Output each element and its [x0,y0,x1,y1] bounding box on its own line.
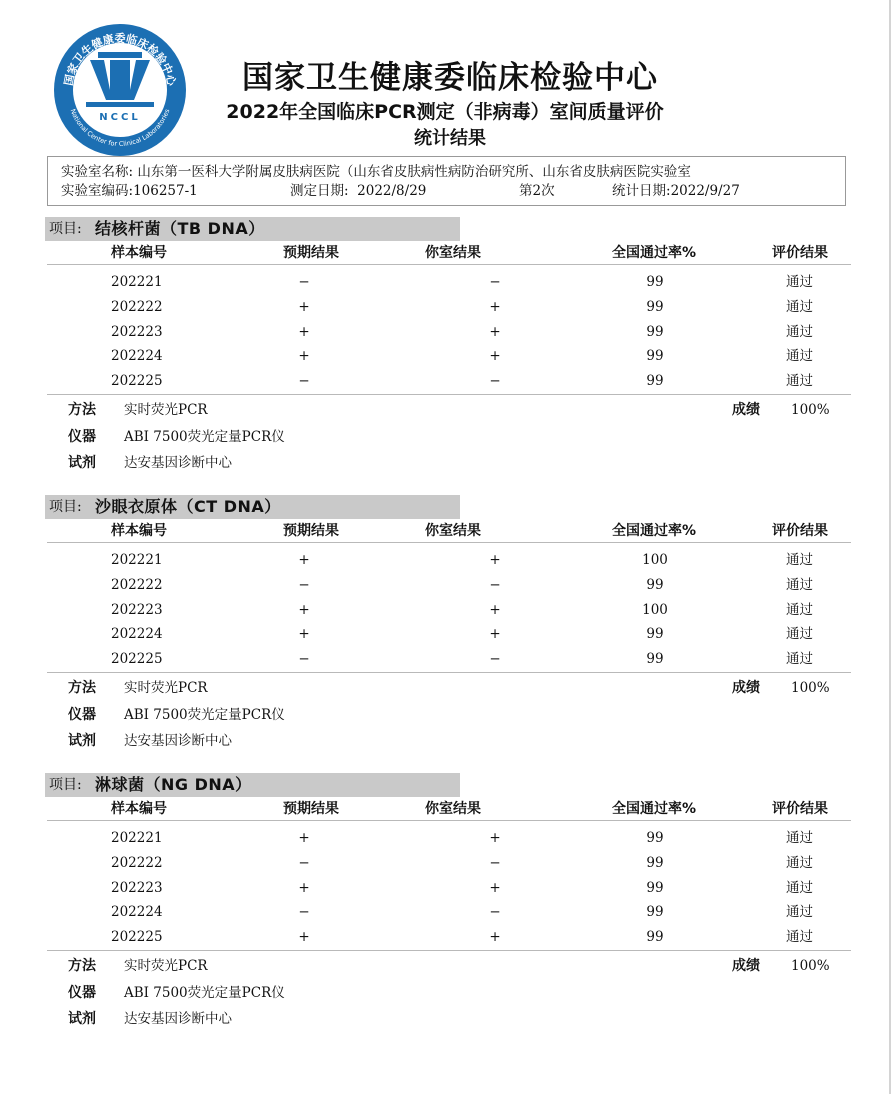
report-title: 统计结果 [414,128,486,149]
table-cell-yours: + [489,552,501,568]
score-label: 成绩 [732,680,760,696]
table-cell-expected: − [298,904,310,921]
column-header: 样本编号 [111,245,167,261]
table-bottom-divider [47,950,851,951]
score-value: 100% [791,958,830,974]
table-cell-expected: − [298,854,310,871]
table-cell-id: 202223 [111,601,163,618]
column-header: 你室结果 [425,801,481,817]
reagent-value: 达安基因诊断中心 [124,1011,232,1027]
table-cell-expected: + [298,348,310,365]
test-date-value: 2022/8/29 [357,183,427,199]
lab-name-value: 山东第一医科大学附属皮肤病医院（山东省皮肤病性病防治研究所、山东省皮肤病医院实验室 [137,164,691,180]
table-cell-yours: − [489,651,501,668]
instrument-label: 仪器 [68,985,96,1001]
reagent-value: 达安基因诊断中心 [124,455,232,471]
table-cell-eval: 通过 [786,576,813,593]
score-label: 成绩 [732,958,760,974]
project-name: 淋球菌（NG DNA） [95,775,252,794]
column-header: 评价结果 [772,523,828,539]
reagent-label: 试剂 [68,733,96,749]
org-title: 国家卫生健康委临床检验中心 [242,60,658,96]
lab-code-value: 106257-1 [133,183,198,199]
column-header: 样本编号 [111,801,167,817]
table-cell-expected: + [298,552,310,568]
test-date-label: 测定日期: [290,183,349,199]
column-header: 全国通过率% [612,801,697,817]
project-name: 沙眼衣原体（CT DNA） [95,497,281,516]
table-cell-expected: + [298,830,310,846]
lab-name-label: 实验室名称: [61,164,134,180]
logo-arc-cn: 国家卫生健康委临床检验中心 [62,32,178,87]
table-bottom-divider [47,394,851,395]
table-cell-eval: 通过 [786,552,813,568]
table-cell-expected: + [298,626,310,643]
table-cell-id: 202224 [111,626,163,643]
table-cell-id: 202225 [111,651,163,668]
project-prefix: 项目: [49,221,82,237]
instrument-value: ABI 7500荧光定量PCR仪 [124,707,285,723]
table-cell-eval: 通过 [786,348,813,365]
table-cell-rate: 99 [646,348,664,365]
table-cell-rate: 99 [646,879,664,896]
table-cell-yours: + [489,830,501,846]
table-cell-yours: + [489,323,501,340]
score-label: 成绩 [732,402,760,418]
table-cell-eval: 通过 [786,879,813,896]
instrument-label: 仪器 [68,429,96,445]
column-header: 评价结果 [772,245,828,261]
table-header-divider [47,820,851,821]
instrument-value: ABI 7500荧光定量PCR仪 [124,985,285,1001]
method-label: 方法 [68,958,96,974]
column-header: 全国通过率% [612,245,697,261]
table-cell-yours: + [489,348,501,365]
table-cell-expected: − [298,274,310,290]
table-cell-expected: + [298,929,310,946]
table-cell-rate: 99 [646,373,664,390]
table-cell-rate: 99 [646,274,664,290]
stat-date-value: 2022/9/27 [670,183,740,199]
table-cell-id: 202222 [111,298,163,315]
table-cell-id: 202225 [111,373,163,390]
instrument-label: 仪器 [68,707,96,723]
table-cell-eval: 通过 [786,298,813,315]
table-cell-eval: 通过 [786,830,813,846]
method-label: 方法 [68,402,96,418]
table-cell-rate: 99 [646,929,664,946]
table-cell-yours: − [489,373,501,390]
method-label: 方法 [68,680,96,696]
logo-arc-en: National Center for Clinical Laboratories [68,107,172,149]
table-cell-rate: 100 [642,601,668,618]
table-cell-rate: 99 [646,904,664,921]
table-cell-rate: 99 [646,830,664,846]
table-cell-expected: − [298,651,310,668]
table-cell-rate: 99 [646,651,664,668]
project-prefix: 项目: [49,777,82,793]
method-value: 实时荧光PCR [124,402,208,418]
column-header: 全国通过率% [612,523,697,539]
table-cell-yours: + [489,626,501,643]
logo-letters: NCCL [99,112,141,123]
instrument-value: ABI 7500荧光定量PCR仪 [124,429,285,445]
table-cell-eval: 通过 [786,274,813,290]
table-cell-eval: 通过 [786,373,813,390]
method-value: 实时荧光PCR [124,680,208,696]
table-cell-expected: + [298,601,310,618]
test-date-row [290,182,426,200]
table-cell-rate: 99 [646,626,664,643]
table-cell-rate: 99 [646,576,664,593]
table-cell-eval: 通过 [786,929,813,946]
lab-code-label: 实验室编码: [61,183,134,199]
report-subtitle: 2022年全国临床PCR测定（非病毒）室间质量评价 [226,101,664,123]
project-header-bar [45,217,460,241]
table-cell-expected: − [298,576,310,593]
lab-name-row [61,163,691,181]
column-header: 预期结果 [283,523,339,539]
table-cell-rate: 100 [642,552,668,568]
stat-date-row [612,182,740,200]
table-cell-eval: 通过 [786,601,813,618]
table-cell-expected: + [298,879,310,896]
table-cell-id: 202222 [111,576,163,593]
table-cell-id: 202223 [111,323,163,340]
column-header: 你室结果 [425,523,481,539]
table-cell-eval: 通过 [786,626,813,643]
table-cell-id: 202222 [111,854,163,871]
table-cell-yours: − [489,904,501,921]
nccl-logo [52,22,188,158]
table-cell-id: 202223 [111,879,163,896]
table-cell-id: 202221 [111,274,163,290]
table-cell-yours: + [489,601,501,618]
lab-code-row [61,182,198,200]
reagent-label: 试剂 [68,1011,96,1027]
project-header-bar [45,495,460,519]
table-cell-yours: + [489,298,501,315]
table-header-divider [47,542,851,543]
column-header: 预期结果 [283,245,339,261]
column-header: 样本编号 [111,523,167,539]
column-header: 你室结果 [425,245,481,261]
table-cell-eval: 通过 [786,651,813,668]
table-cell-rate: 99 [646,323,664,340]
table-cell-eval: 通过 [786,323,813,340]
table-cell-expected: + [298,323,310,340]
table-cell-id: 202224 [111,904,163,921]
project-header-bar [45,773,460,797]
table-cell-expected: + [298,298,310,315]
column-header: 评价结果 [772,801,828,817]
table-cell-yours: + [489,879,501,896]
table-cell-yours: − [489,274,501,290]
score-value: 100% [791,680,830,696]
round-value: 第2次 [519,183,555,199]
project-prefix: 项目: [49,499,82,515]
score-value: 100% [791,402,830,418]
project-name: 结核杆菌（TB DNA） [95,219,265,238]
reagent-label: 试剂 [68,455,96,471]
table-header-divider [47,264,851,265]
table-cell-eval: 通过 [786,904,813,921]
table-cell-yours: − [489,576,501,593]
table-cell-rate: 99 [646,298,664,315]
table-cell-eval: 通过 [786,854,813,871]
table-cell-id: 202221 [111,830,163,846]
stat-date-label: 统计日期: [612,183,671,199]
reagent-value: 达安基因诊断中心 [124,733,232,749]
table-cell-rate: 99 [646,854,664,871]
table-cell-id: 202225 [111,929,163,946]
table-cell-expected: − [298,373,310,390]
method-value: 实时荧光PCR [124,958,208,974]
table-cell-id: 202224 [111,348,163,365]
page-edge [889,0,891,1094]
table-cell-id: 202221 [111,552,163,568]
table-bottom-divider [47,672,851,673]
column-header: 预期结果 [283,801,339,817]
table-cell-yours: + [489,929,501,946]
table-cell-yours: − [489,854,501,871]
